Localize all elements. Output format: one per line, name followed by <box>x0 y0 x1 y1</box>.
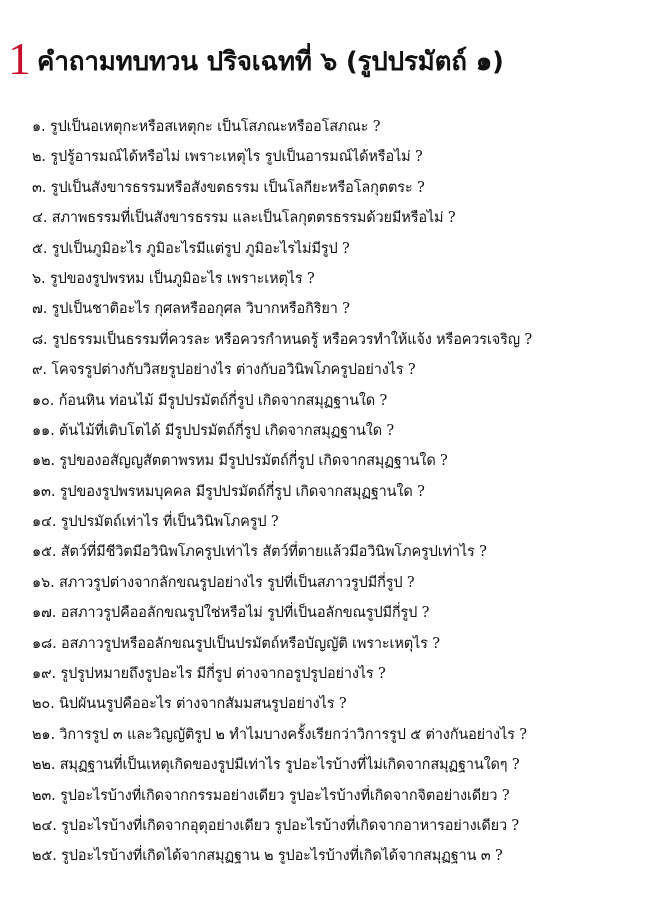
question-list <box>32 112 644 872</box>
question-item: ๑๖. สภาวรูปต่างจากลักขณรูปอย่างไร รูปที่เป็นสภาวรูปมีกี่รูป ? <box>32 574 415 591</box>
question-item: ๗. รูปเป็นชาติอะไร กุศลหรืออกุศล วิบากหรือกิริยา ? <box>32 301 350 318</box>
question-item: ๑. รูปเป็นอเหตุกะหรือสเหตุกะ เป็นโสภณะหรืออโสภณะ ? <box>32 119 381 135</box>
question-item: ๒. รูปรู้อารมณ์ได้หรือไม่ เพราะเหตุไร รูปเป็นอารมณ์ได้หรือไม่ ? <box>32 149 423 166</box>
chapter-number: 1 <box>8 33 31 82</box>
page-header <box>8 26 644 82</box>
question-item: ๖. รูปของรูปพรหม เป็นภูมิอะไร เพราะเหตุไร ? <box>32 270 315 287</box>
question-item: ๑๓. รูปของรูปพรหมบุคคล มีรูปปรมัตถ์กี่รูป เกิดจากสมุฏฐานใด ? <box>32 483 425 500</box>
question-item: ๒๓. รูปอะไรบ้างที่เกิดจากกรรมอย่างเดียว รูปอะไรบ้างที่เกิดจากจิตอย่างเดียว ? <box>32 787 510 804</box>
page-title: คำถามทบทวน ปริจเฉทที่ ๖ (รูปปรมัตถ์ ๑) <box>37 47 504 77</box>
question-item: ๒๒. สมุฏฐานที่เป็นเหตุเกิดของรูปมีเท่าไร รูปอะไรบ้างที่ไม่เกิดจากสมุฏฐานใดๆ ? <box>32 757 520 774</box>
question-item: ๑๐. ก้อนหิน ท่อนไม้ มีรูปปรมัตถ์กี่รูป เกิดจากสมุฏฐานใด ? <box>32 392 388 409</box>
question-item: ๔. สภาพธรรมที่เป็นสังขารธรรม และเป็นโลกุตตรธรรมด้วยมีหรือไม่ ? <box>32 210 456 227</box>
question-item: ๑๔. รูปปรมัตถ์เท่าไร ที่เป็นวินิพโภครูป ? <box>32 514 279 531</box>
question-item: ๕. รูปเป็นภูมิอะไร ภูมิอะไรมีแต่รูป ภูมิอะไรไม่มีรูป ? <box>32 240 350 257</box>
question-item: ๘. รูปธรรมเป็นธรรมที่ควรละ หรือควรกำหนดรู้ หรือควรทำให้แจ้ง หรือควรเจริญ ? <box>32 331 533 348</box>
question-item: ๒๐. นิปผันนรูปคืออะไร ต่างจากสัมมสนรูปอย่างไร ? <box>32 696 347 713</box>
question-item: ๑๙. รูปรูปหมายถึงรูปอะไร มีกี่รูป ต่างจากอรูปรูปอย่างไร ? <box>32 666 386 683</box>
question-item: ๑๘. อสภาวรูปหรืออลักขณรูปเป็นปรมัตถ์หรือบัญญัติ เพราะเหตุไร ? <box>32 635 440 652</box>
question-item: ๒๑. วิการรูป ๓ และวิญญัติรูป ๒ ทำไมบางครั้งเรียกว่าวิการรูป ๕ ต่างกันอย่างไร ? <box>32 726 527 743</box>
question-item: ๑๒. รูปของอสัญญสัตตาพรหม มีรูปปรมัตถ์กี่รูป เกิดจากสมุฏฐานใด ? <box>32 453 448 470</box>
question-item: ๑๕. สัตว์ที่มีชีวิตมีอวินิพโภครูปเท่าไร สัตว์ที่ตายแล้วมีอวินิพโภครูปเท่าไร ? <box>32 544 487 561</box>
question-item: ๓. รูปเป็นสังขารธรรมหรือสังขตธรรม เป็นโลกียะหรือโลกุตตระ ? <box>32 179 425 196</box>
question-item: ๒๕. รูปอะไรบ้างที่เกิดได้จากสมุฏฐาน ๒ รูปอะไรบ้างที่เกิดได้จากสมุฏฐาน ๓ ? <box>32 848 503 865</box>
question-item: ๒๔. รูปอะไรบ้างที่เกิดจากอุตุอย่างเดียว รูปอะไรบ้างที่เกิดจากอาหารอย่างเดียว ? <box>32 817 520 834</box>
question-item: ๙. โคจรรูปต่างกับวิสยรูปอย่างไร ต่างกับอวินิพโภครูปอย่างไร ? <box>32 362 416 379</box>
question-item: ๑๑. ต้นไม้ที่เติบโตได้ มีรูปปรมัตถ์กี่รูป เกิดจากสมุฏฐานใด ? <box>32 422 395 439</box>
question-item: ๑๗. อสภาวรูปคืออลักขณรูปใช่หรือไม่ รูปที่เป็นอลักขณรูปมีกี่รูป ? <box>32 605 430 622</box>
